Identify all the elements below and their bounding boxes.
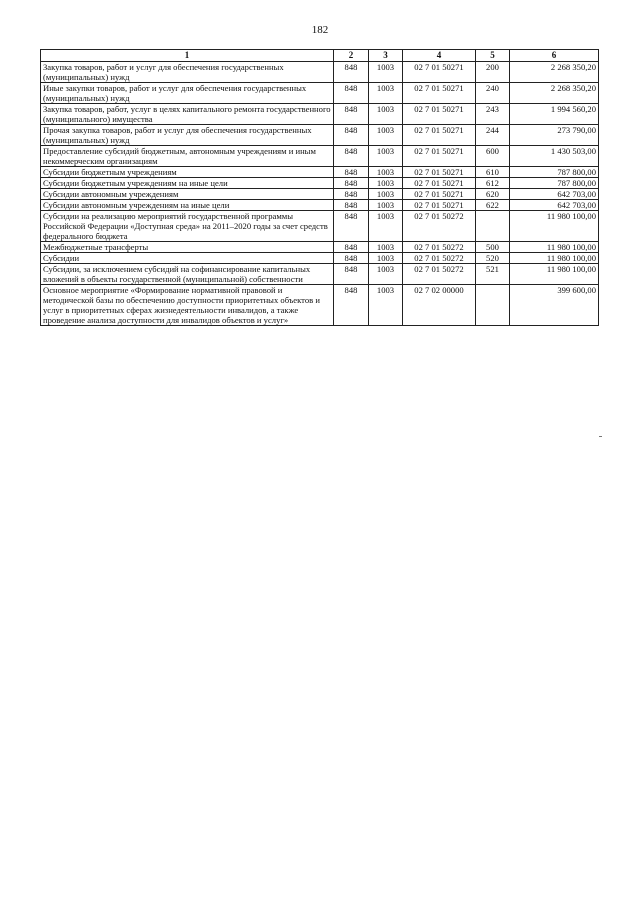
table-header xyxy=(41,50,599,62)
row-section-cell: 1003 xyxy=(369,146,403,167)
row-section-cell: 1003 xyxy=(369,211,403,242)
row-section-cell: 1003 xyxy=(369,62,403,83)
row-amount-cell: 11 980 100,00 xyxy=(510,253,599,264)
row-code-cell: 848 xyxy=(334,83,369,104)
row-name-cell: Межбюджетные трансферты xyxy=(41,242,334,253)
budget-table xyxy=(40,49,599,326)
row-type-cell: 520 xyxy=(476,253,510,264)
row-section-cell: 1003 xyxy=(369,253,403,264)
header-cell: 3 xyxy=(369,50,403,62)
row-code-cell: 848 xyxy=(334,189,369,200)
row-target-cell: 02 7 01 50272 xyxy=(403,242,476,253)
table-row xyxy=(41,264,599,285)
row-target-cell: 02 7 01 50271 xyxy=(403,125,476,146)
header-cell: 6 xyxy=(510,50,599,62)
row-type-cell: 610 xyxy=(476,167,510,178)
row-target-cell: 02 7 01 50271 xyxy=(403,83,476,104)
table-body xyxy=(41,62,599,326)
row-type-cell xyxy=(476,211,510,242)
table-row xyxy=(41,200,599,211)
row-amount-cell: 399 600,00 xyxy=(510,285,599,326)
row-code-cell: 848 xyxy=(334,285,369,326)
row-amount-cell: 1 430 503,00 xyxy=(510,146,599,167)
row-type-cell: 600 xyxy=(476,146,510,167)
row-type-cell: 612 xyxy=(476,178,510,189)
row-amount-cell: 11 980 100,00 xyxy=(510,242,599,253)
page-number: 182 xyxy=(311,24,329,36)
row-amount-cell: 787 800,00 xyxy=(510,178,599,189)
row-name-cell: Основное мероприятие «Формирование нормативной правовой и методической базы по обеспечению доступности приоритетных объектов и услуг в приоритетных сферах жизнедеятельности инвалидов, а также проведение анализа доступности для инвалидов объектов и услуг» xyxy=(41,285,334,326)
row-code-cell: 848 xyxy=(334,167,369,178)
table-row xyxy=(41,146,599,167)
row-code-cell: 848 xyxy=(334,264,369,285)
row-amount-cell: 787 800,00 xyxy=(510,167,599,178)
row-name-cell: Субсидии бюджетным учреждениям на иные цели xyxy=(41,178,334,189)
header-cell: 1 xyxy=(41,50,334,62)
row-name-cell: Субсидии на реализацию мероприятий государственной программы Российской Федерации «Доступная среда» на 2011–2020 годы за счет средств федерального бюджета xyxy=(41,211,334,242)
row-code-cell: 848 xyxy=(334,125,369,146)
row-amount-cell: 642 703,00 xyxy=(510,200,599,211)
row-name-cell: Субсидии бюджетным учреждениям xyxy=(41,167,334,178)
row-section-cell: 1003 xyxy=(369,83,403,104)
row-name-cell: Субсидии автономным учреждениям на иные цели xyxy=(41,200,334,211)
row-target-cell: 02 7 01 50271 xyxy=(403,104,476,125)
row-code-cell: 848 xyxy=(334,104,369,125)
row-target-cell: 02 7 01 50272 xyxy=(403,211,476,242)
table-row xyxy=(41,285,599,326)
row-amount-cell: 273 790,00 xyxy=(510,125,599,146)
row-code-cell: 848 xyxy=(334,178,369,189)
row-target-cell: 02 7 01 50271 xyxy=(403,167,476,178)
row-target-cell: 02 7 01 50272 xyxy=(403,264,476,285)
table-row xyxy=(41,178,599,189)
table-row xyxy=(41,62,599,83)
row-section-cell: 1003 xyxy=(369,242,403,253)
row-type-cell: 620 xyxy=(476,189,510,200)
row-code-cell: 848 xyxy=(334,62,369,83)
row-target-cell: 02 7 01 50271 xyxy=(403,62,476,83)
row-target-cell: 02 7 01 50271 xyxy=(403,189,476,200)
row-target-cell: 02 7 01 50271 xyxy=(403,146,476,167)
row-amount-cell: 11 980 100,00 xyxy=(510,211,599,242)
row-name-cell: Субсидии xyxy=(41,253,334,264)
row-name-cell: Иные закупки товаров, работ и услуг для обеспечения государственных (муниципальных) нужд xyxy=(41,83,334,104)
row-amount-cell: 642 703,00 xyxy=(510,189,599,200)
header-cell: 5 xyxy=(476,50,510,62)
table-row xyxy=(41,83,599,104)
row-name-cell: Субсидии автономным учреждениям xyxy=(41,189,334,200)
table-row xyxy=(41,189,599,200)
scan-mark xyxy=(599,436,602,437)
header-cell: 2 xyxy=(334,50,369,62)
row-section-cell: 1003 xyxy=(369,167,403,178)
row-type-cell: 240 xyxy=(476,83,510,104)
row-section-cell: 1003 xyxy=(369,264,403,285)
row-target-cell: 02 7 01 50271 xyxy=(403,178,476,189)
header-cell: 4 xyxy=(403,50,476,62)
row-type-cell: 521 xyxy=(476,264,510,285)
row-type-cell: 622 xyxy=(476,200,510,211)
row-type-cell: 200 xyxy=(476,62,510,83)
table-row xyxy=(41,104,599,125)
row-code-cell: 848 xyxy=(334,211,369,242)
row-section-cell: 1003 xyxy=(369,178,403,189)
row-code-cell: 848 xyxy=(334,200,369,211)
table-row xyxy=(41,211,599,242)
row-amount-cell: 2 268 350,20 xyxy=(510,62,599,83)
header-row xyxy=(41,50,599,62)
row-code-cell: 848 xyxy=(334,146,369,167)
row-amount-cell: 11 980 100,00 xyxy=(510,264,599,285)
row-name-cell: Прочая закупка товаров, работ и услуг для обеспечения государственных (муниципальных) нужд xyxy=(41,125,334,146)
row-code-cell: 848 xyxy=(334,253,369,264)
row-section-cell: 1003 xyxy=(369,104,403,125)
row-section-cell: 1003 xyxy=(369,200,403,211)
table-row xyxy=(41,125,599,146)
row-type-cell xyxy=(476,285,510,326)
row-type-cell: 500 xyxy=(476,242,510,253)
row-type-cell: 244 xyxy=(476,125,510,146)
table-row xyxy=(41,242,599,253)
row-type-cell: 243 xyxy=(476,104,510,125)
row-section-cell: 1003 xyxy=(369,285,403,326)
row-name-cell: Закупка товаров, работ и услуг для обеспечения государственных (муниципальных) нужд xyxy=(41,62,334,83)
row-target-cell: 02 7 01 50272 xyxy=(403,253,476,264)
row-amount-cell: 1 994 560,20 xyxy=(510,104,599,125)
table-row xyxy=(41,167,599,178)
row-section-cell: 1003 xyxy=(369,189,403,200)
row-section-cell: 1003 xyxy=(369,125,403,146)
row-target-cell: 02 7 01 50271 xyxy=(403,200,476,211)
row-name-cell: Предоставление субсидий бюджетным, автономным учреждениям и иным некоммерческим организациям xyxy=(41,146,334,167)
row-code-cell: 848 xyxy=(334,242,369,253)
row-amount-cell: 2 268 350,20 xyxy=(510,83,599,104)
row-name-cell: Субсидии, за исключением субсидий на софинансирование капитальных вложений в объекты государственной (муниципальной) собственности xyxy=(41,264,334,285)
row-name-cell: Закупка товаров, работ, услуг в целях капитального ремонта государственного (муниципального) имущества xyxy=(41,104,334,125)
table-row xyxy=(41,253,599,264)
row-target-cell: 02 7 02 00000 xyxy=(403,285,476,326)
